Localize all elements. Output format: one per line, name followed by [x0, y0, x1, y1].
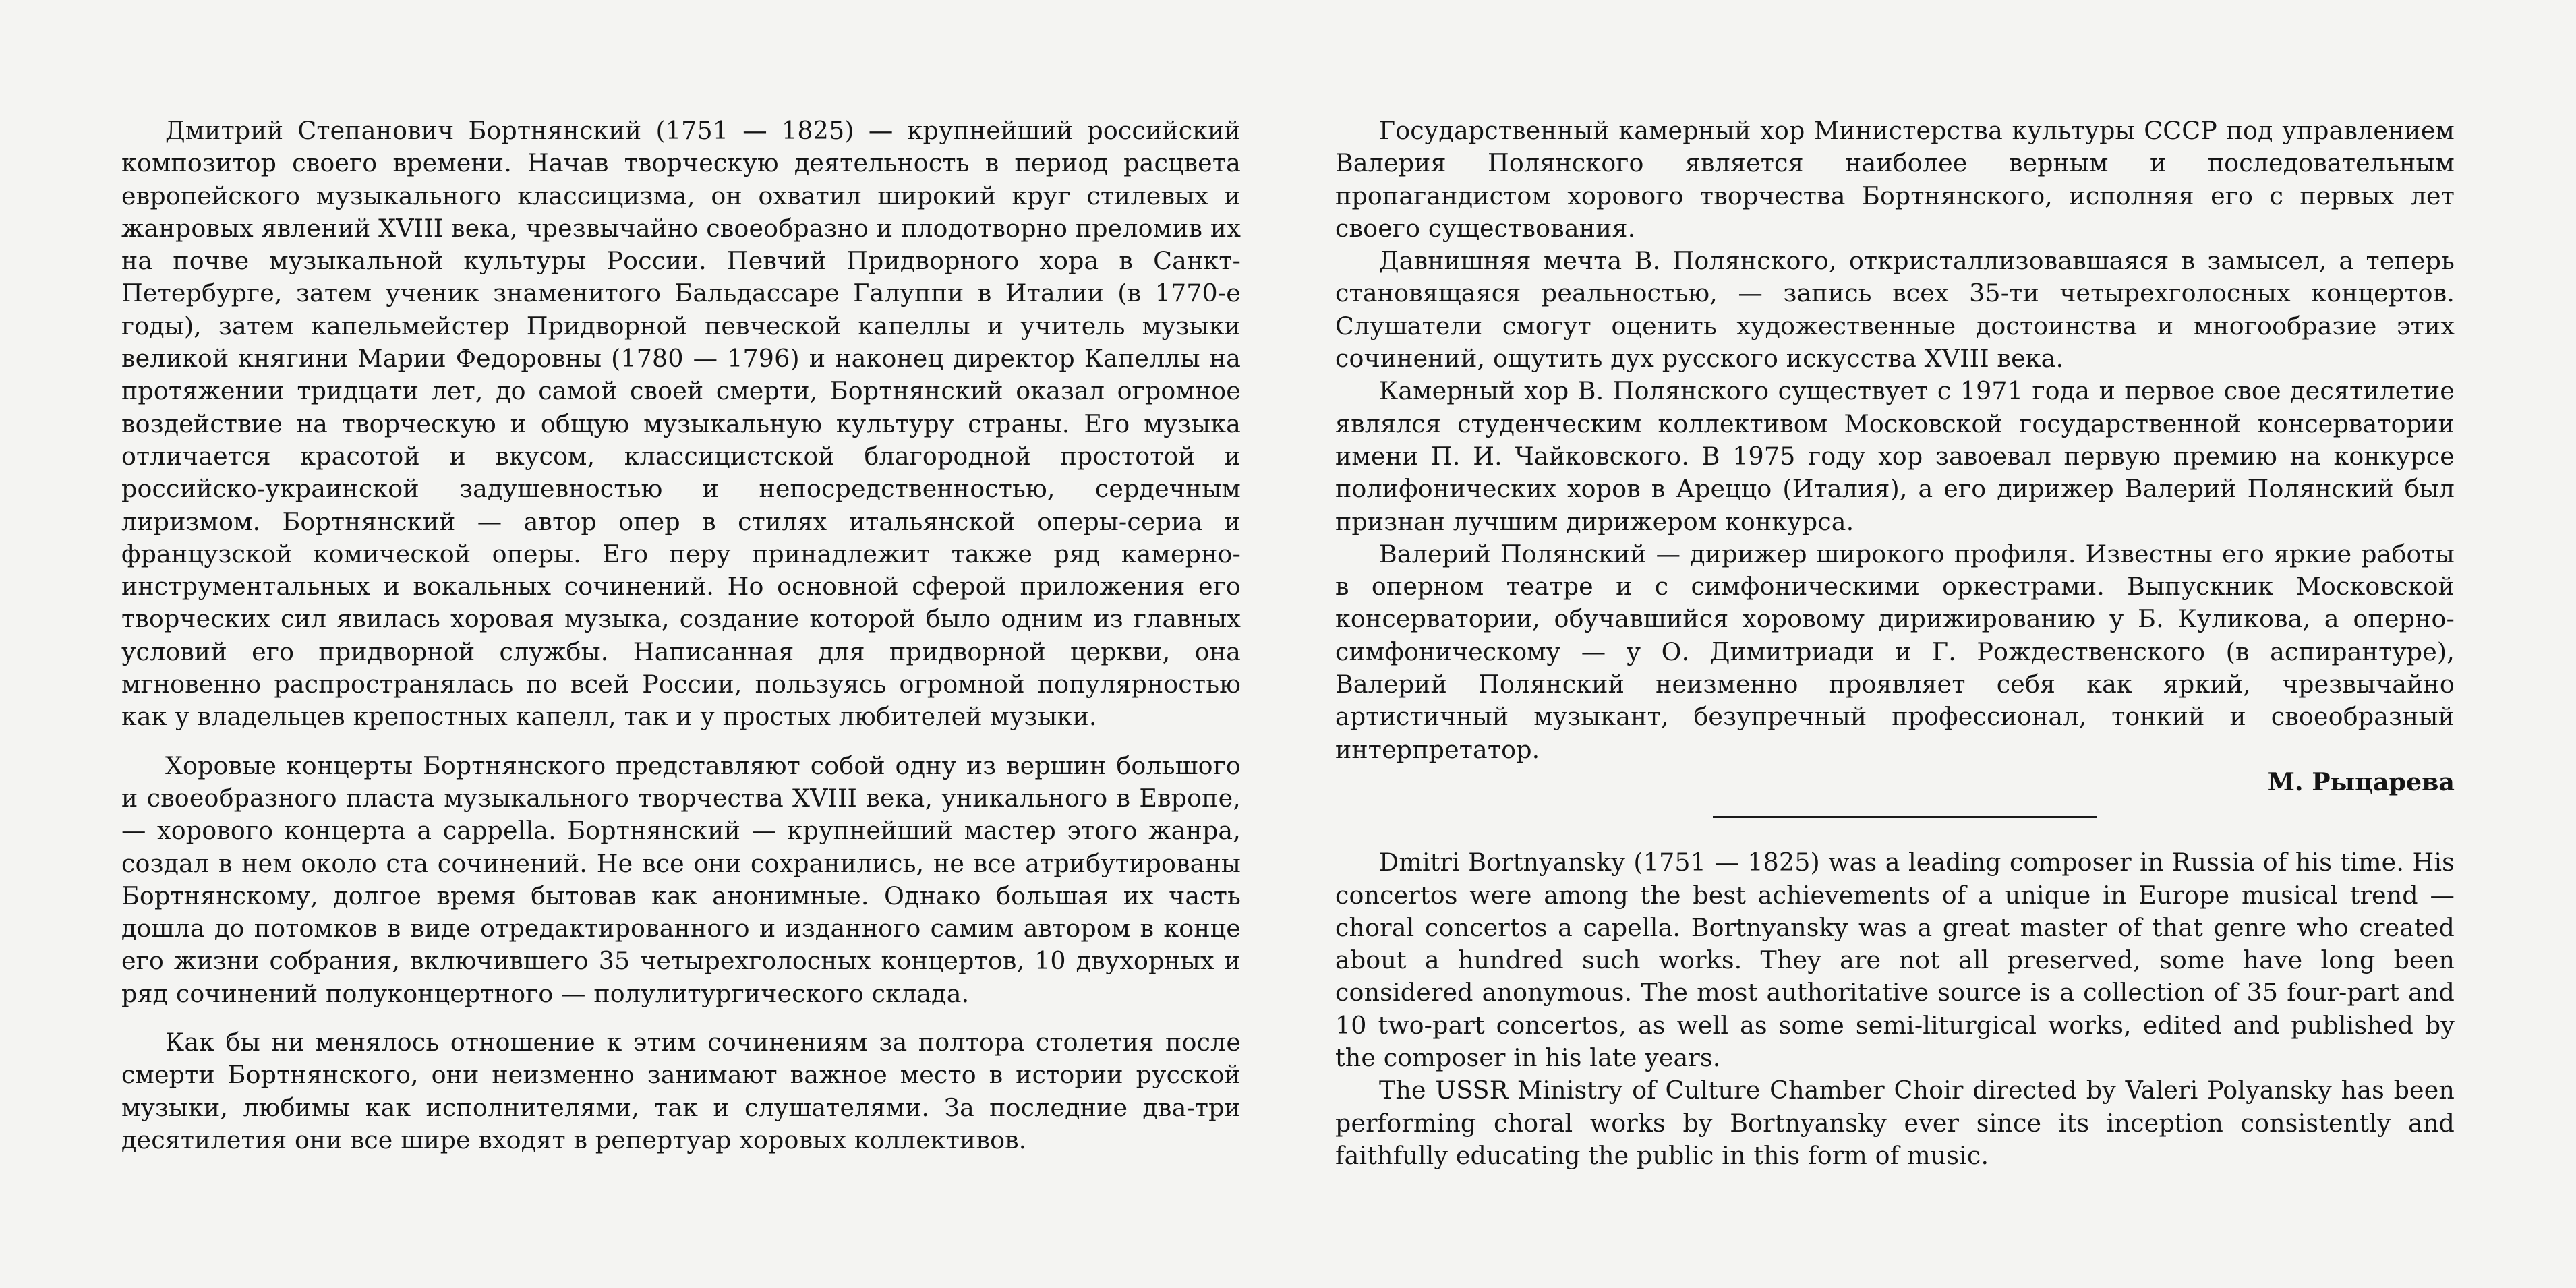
english-section: [1335, 846, 2455, 1172]
english-biography-paragraph: Dmitri Bortnyansky (1751 — 1825) was a leading composer in Russia of his time. His concertos were among the best achievements of a unique in Europe musical trend — choral concertos a capella. Bortnyansky was a great master of that genre who created about a hundred such works. They are not all preserved, some have long been considered anonymous. The most authoritative source is a collection of 35 four-part and 10 two-part concertos, as well as some semi-liturgical works, edited and published by the composer in his late years.: [1335, 848, 2455, 1073]
biography-paragraph: Дмитрий Степанович Бортнянский (1751 — 1825) — крупнейший российский композитор своего времени. Начав творческую деятельность в период расцвета европейского музыкального классицизма, он охватил широкий круг стилевых и жанровых явлений XVIII века, чрезвычайно своеобразно и плодотворно преломив их на почве музыкальной культуры России. Певчий Придворного хора в Санкт-Петербурге, затем ученик знаменитого Бальдассаре Галуппи в Италии (в 1770-е годы), затем капельмейстер Придворной певческой капеллы и учитель музыки великой княгини Марии Федоровны (1780 — 1796) и наконец директор Капеллы на протяжении тридцати лет, до самой своей смерти, Бортнянский оказал огромное воздействие на творческую и общую музыкальную культуру страны. Его музыка отличается красотой и вкусом, классицистской благородной простотой и российско-украинской задушевностью и непосредственностью, сердечным лиризмом. Бортнянский — автор опер в стилях итальянской оперы-сериа и французской комической оперы. Его перу принадлежит также ряд камерно-инструментальных и вокальных сочинений. Но основной сферой приложения его творческих сил явилась хоровая музыка, создание которой было одним из главных условий его придворной службы. Написанная для придворной церкви, она мгновенно распространялась по всей России, пользуясь огромной популярностью как у владельцев крепостных капелл, так и у простых любителей музыки.: [121, 116, 1241, 732]
english-choir-paragraph: The USSR Ministry of Culture Chamber Choir directed by Valeri Polyansky has been performing choral works by Bortnyansky ever since its inception consistently and faithfully educating the public in this form of music.: [1335, 1076, 2455, 1170]
author-signature: М. Рыцарева: [2267, 767, 2455, 796]
concertos-paragraph: Хоровые концерты Бортнянского представляют собой одну из вершин большого и своеобразного пласта музыкального творчества XVIII века, уникального в Европе, — хорового концерта a cappella. Бортнянский — крупнейший мастер этого жанра, создал в нем около ста сочинений. Не все они сохранились, не все атрибутированы Бортнянскому, долгое время бытовав как анонимные. Однако большая их часть дошла до потомков в виде отредактированного и изданного самим автором в конце его жизни собрания, включившего 35 четырехголосных концертов, 10 двухорных и ряд сочинений полуконцертного — полулитургического склада.: [121, 751, 1241, 1008]
choir-history-paragraph: Камерный хор В. Полянского существует с 1971 года и первое свое десятилетие являлся студенческим коллективом Московской государственной консерватории имени П. И. Чайковского. В 1975 году хор завоевал первую премию на конкурсе полифонических хоров в Ареццо (Италия), а его дирижер Валерий Полянский был признан лучшим дирижером конкурса.: [1335, 376, 2455, 536]
left-column: [121, 115, 1241, 1157]
choir-paragraph: Государственный камерный хор Министерства культуры СССР под управлением Валерия Полянского является наиболее верным и последовательным пропагандистом хорового творчества Бортнянского, исполняя его с первых лет своего существования.: [1335, 116, 2455, 243]
recording-paragraph: Давнишняя мечта В. Полянского, откристаллизовавшаяся в замысел, а теперь становящаяся реальностью, — запись всех 35-ти четырехголосных концертов. Слушатели смогут оценить художественные достоинства и многообразие этих сочинений, ощутить дух русского искусства XVIII века.: [1335, 246, 2455, 374]
right-column: [1335, 115, 2455, 1172]
conductor-paragraph: Валерий Полянский — дирижер широкого профиля. Известны его яркие работы в оперном театре и с симфоническими оркестрами. Выпускник Московской консерватории, обучавшийся хоровому дирижированию у Б. Куликова, а оперно-симфоническому — у О. Димитриади и Г. Рождественского (в аспирантуре), Валерий Полянский неизменно проявляет себя как яркий, чрезвычайно артистичный музыкант, безупречный профессионал, тонкий и своеобразный интерпретатор.: [1335, 539, 2455, 764]
legacy-paragraph: Как бы ни менялось отношение к этим сочинениям за полтора столетия после смерти Бортнянского, они неизменно занимают важное место в истории русской музыки, любимы как исполнителями, так и слушателями. За последние два-три десятилетия они все шире входят в репертуар хоровых коллективов.: [121, 1028, 1241, 1154]
section-divider: [1713, 816, 2097, 818]
